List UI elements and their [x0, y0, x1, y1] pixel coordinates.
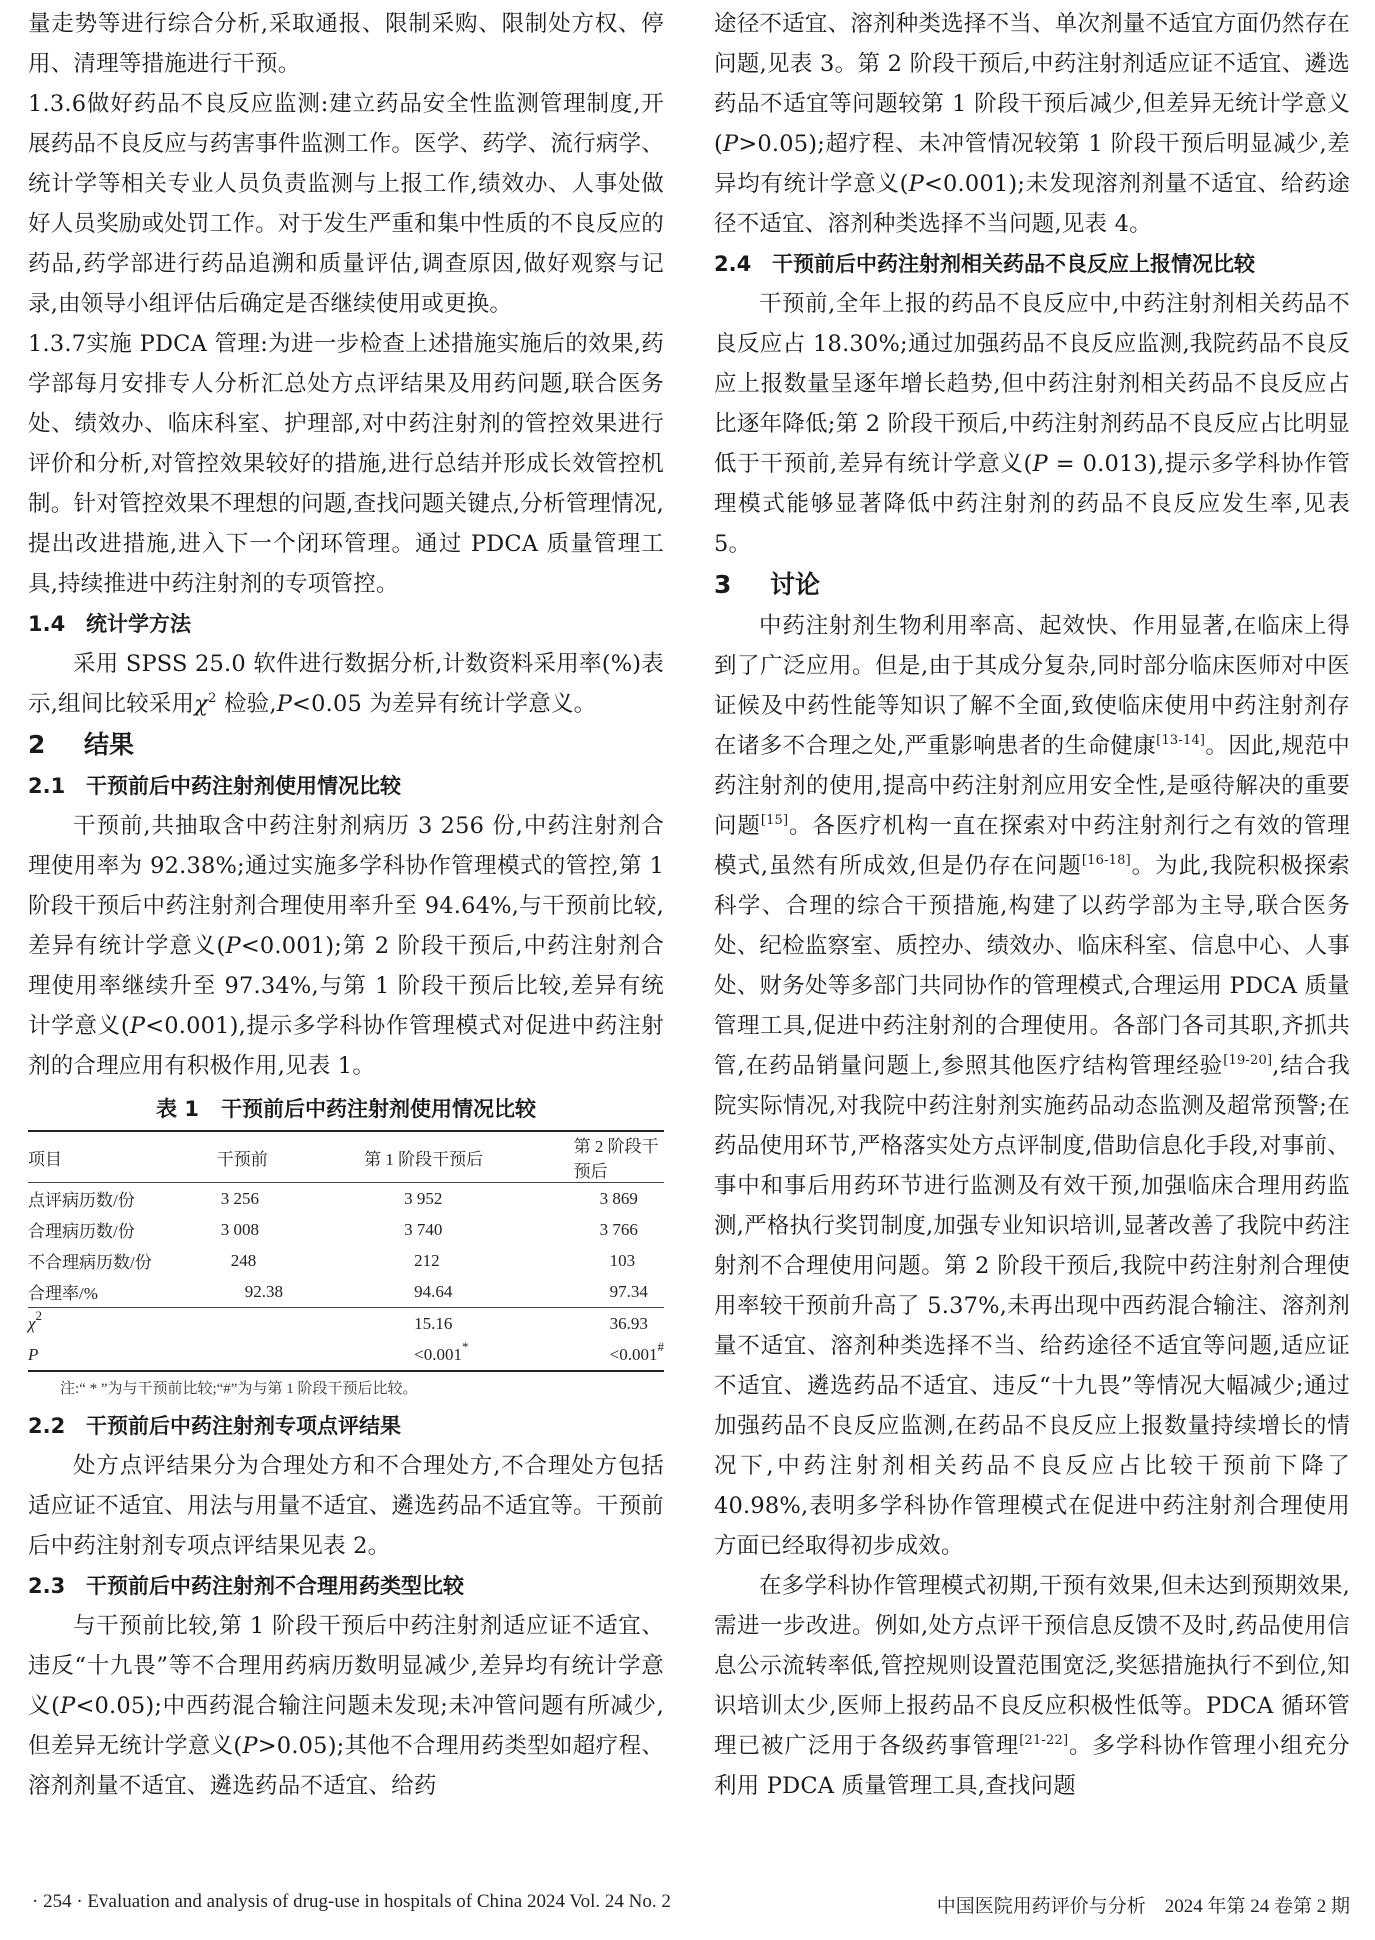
text-run: >0.05);超疗程、未冲管情况较第 1 阶段干预后明显减少,差异均有统计学意义( [714, 131, 1350, 197]
text-run: <0.05);中西药混合输注问题未发现;未冲管问题有所减少,但差异无统计学意义( [28, 1693, 664, 1759]
table-row-chi-square [28, 1308, 664, 1340]
table-cell: 248 [230, 1250, 257, 1270]
row-label: 合理病历数/份 [28, 1222, 135, 1241]
text-run: ,结合我院实际情况,对我院中药注射剂实施药品动态监测及超常预警;在药品使用环节,严格落实处方点评制度,借助信息化手段,对事前、事中和事后用药环节进行监测及有效干预,加强临床合理用药监测,严格执行奖罚制度,加强专业知识培训,显著改善了我院中药注射剂不合理使用问题。第 2 阶段干预后,我院中药注射剂合理使用率较干预前升高了 5.37%,未再出现中西药混合输注、溶剂剂量不适宜、溶剂种类选择不当、给药途径不适宜等问题,适应证不适宜、遴选药品不适宜、违反“十九畏”等情况大幅减少;通过加强药品不良反应监测,在药品不良反应上报数量持续增长的情况下,中药注射剂相关药品不良反应占比较干预前下降了 40.98%,表明多学科协作管理模式在促进中药注射剂合理使用方面已经取得初步成效。 [714, 1053, 1351, 1559]
footer-journal-english: · 254 · Evaluation and analysis of drug-use in hospitals of China 2024 Vol. 24 No. 2 [32, 1891, 671, 1912]
text-run: 检验, [216, 691, 277, 717]
section-number: 1.3.7 [28, 331, 87, 357]
superscript: 2 [35, 1307, 42, 1323]
left-column [28, 4, 664, 1806]
text-run: 。各医疗机构一直在探索对中药注射剂行之有效的管理模式,虽然有所成效,但是仍存在问题 [714, 813, 1350, 879]
table-header-row [28, 1131, 664, 1183]
paragraph-continuation: 量走势等进行综合分析,采取通报、限制采购、限制处方权、停用、清理等措施进行干预。 [28, 11, 664, 77]
paragraph-discussion-2 [714, 1566, 1350, 1806]
row-label: 不合理病历数/份 [28, 1253, 152, 1272]
table-note: 注:“ * ”为与干预前比较;“#”为与第 1 阶段干预后比较。 [60, 1381, 418, 1397]
section-text: 实施 PDCA 管理:为进一步检查上述措施实施后的效果,药学部每月安排专人分析汇总处方点评结果及用药问题,联合医务处、绩效办、临床科室、护理部,对中药注射剂的管控效果进行评价和分析,对管控效果较好的措施,进行总结并形成长效管控机制。针对管控效果不理想的问题,查找问题关键点,分析管理情况,提出改进措施,进入下一个闭环管理。通过 PDCA 质量管理工具,持续推进中药注射剂的专项管控。 [28, 331, 664, 597]
table-1-caption [28, 1088, 664, 1130]
table-title: 干预前后中药注射剂使用情况比较 [220, 1097, 536, 1121]
table-1 [28, 1130, 664, 1372]
heading-3 [714, 564, 1350, 606]
table-cell: 3 952 [404, 1188, 443, 1208]
heading-2-3 [28, 1566, 664, 1606]
p-symbol: P [28, 1344, 39, 1364]
table-cell [364, 1339, 534, 1371]
heading-title: 干预前后中药注射剂专项点评结果 [86, 1414, 401, 1438]
table-cell: 3 256 [220, 1188, 260, 1208]
heading-title: 干预前后中药注射剂使用情况比较 [86, 774, 401, 798]
table-cell: 36.93 [609, 1313, 648, 1333]
text-run: <0.001);未发现溶剂剂量不适宜、给药途径不适宜、溶剂种类选择不当问题,见表 4。 [714, 171, 1350, 237]
p-symbol: P [908, 171, 924, 197]
paragraph-discussion-1 [714, 606, 1350, 1566]
table-row-p-value [28, 1339, 664, 1371]
superscript: 2 [208, 691, 217, 706]
heading-number: 3 [714, 570, 732, 599]
text-run: 。多学科协作管理小组充分利用 PDCA 质量管理工具,查找问题 [714, 1733, 1350, 1799]
p-symbol: P [1032, 451, 1048, 477]
heading-2-2 [28, 1406, 664, 1446]
column-header: 第 1 阶段干预后 [364, 1149, 484, 1169]
heading-number: 2.1 [28, 774, 66, 798]
heading-number: 2.3 [28, 1574, 66, 1598]
row-label: 点评病历数/份 [28, 1191, 135, 1210]
citation[interactable]: [16-18] [1081, 853, 1131, 868]
text-run: 。为此,我院积极探索科学、合理的综合干预措施,构建了以药学部为主导,联合医务处、纪检监察室、质控办、绩效办、临床科室、信息中心、人事处、财务处等多部门共同协作的管理模式,合理运用 PDCA 质量管理工具,促进中药注射剂的合理使用。各部门各司其职,齐抓共管,在药品销量问题上,参照其他医疗结构管理经验 [714, 853, 1350, 1079]
table-row [28, 1276, 664, 1308]
text-run: 干预前,全年上报的药品不良反应中,中药注射剂相关药品不良反应占 18.30%;通过加强药品不良反应监测,我院药品不良反应上报数量呈逐年增长趋势,但中药注射剂相关药品不良反应占比逐年降低;第 2 阶段干预后,中药注射剂药品不良反应占比明显低于干预前,差异有统计学意义( [714, 291, 1350, 477]
table-cell: 3 740 [404, 1219, 443, 1239]
paragraph-statistics [28, 644, 664, 724]
section-number: 1.3.6 [28, 91, 87, 117]
text-run: 中药注射剂生物利用率高、起效快、作用显著,在临床上得到了广泛应用。但是,由于其成分复杂,同时部分临床医师对中医证候及中药性能等知识了解不全面,致使临床使用中药注射剂存在诸多不合理之处,严重影响患者的生命健康 [714, 613, 1350, 759]
citation[interactable]: [15] [760, 813, 789, 828]
table-cell: 3 008 [220, 1219, 260, 1239]
heading-number: 2 [28, 730, 46, 759]
text-run: = 0.013),提示多学科协作管理模式能够显著降低中药注射剂的药品不良反应发生率,见表 5。 [714, 451, 1350, 557]
p-symbol: P [129, 1013, 146, 1039]
heading-2-4 [714, 244, 1350, 284]
column-header: 干预前 [216, 1149, 268, 1169]
citation[interactable]: [21-22] [1019, 1733, 1069, 1748]
table-row [28, 1245, 664, 1276]
text-run: 在多学科协作管理模式初期,干预有效果,但未达到预期效果,需进一步改进。例如,处方点评干预信息反馈不及时,药品使用信息公示流转率低,管控规则设置范围宽泛,奖惩措施执行不到位,知识培训太少,医师上报药品不良反应积极性低等。PDCA 循环管理已被广泛用于各级药事管理 [714, 1573, 1350, 1759]
table-cell: 3 766 [599, 1219, 638, 1239]
p-symbol: P [60, 1693, 76, 1719]
heading-2 [28, 724, 664, 766]
table-cell: 212 [414, 1250, 440, 1270]
paragraph-continuation [714, 4, 1350, 244]
significance-mark: # [657, 1338, 664, 1354]
text-run: <0.001),提示多学科协作管理模式对促进中药注射剂的合理应用有积极作用,见表 1。 [28, 1013, 664, 1079]
heading-number: 2.4 [714, 252, 752, 276]
heading-title: 干预前后中药注射剂相关药品不良反应上报情况比较 [772, 252, 1255, 276]
table-cell: 3 869 [599, 1188, 638, 1208]
paragraph-2-3 [28, 1606, 664, 1806]
footer-journal-chinese: 中国医院用药评价与分析 2024 年第 24 卷第 2 期 [936, 1896, 1350, 1917]
paragraph-2-1 [28, 806, 664, 1086]
heading-number: 1.4 [28, 612, 66, 636]
paragraph-2-2: 处方点评结果分为合理处方和不合理处方,不合理处方包括适应证不适宜、用法与用量不适宜、遴选药品不适宜等。干预前后中药注射剂专项点评结果见表 2。 [28, 1453, 664, 1559]
text-run: 与干预前比较,第 1 阶段干预后中药注射剂适应证不适宜、违反“十九畏”等不合理用药病历数明显减少,差异均有统计学意义( [28, 1613, 664, 1719]
row-label [28, 1339, 217, 1371]
table-cell: 94.64 [414, 1281, 453, 1301]
citation[interactable]: [19-20] [1223, 1053, 1273, 1068]
page-footer [28, 1891, 1350, 1921]
table-cell: 97.34 [609, 1281, 648, 1301]
heading-1-4 [28, 604, 664, 644]
heading-title: 讨论 [770, 570, 821, 599]
text-run: 干预前,共抽取含中药注射剂病历 3 256 份,中药注射剂合理使用率为 92.38%;通过实施多学科协作管理模式的管控,第 1 阶段干预后中药注射剂合理使用率升至 94.64%,与干预前比较,差异有统计学意义( [28, 813, 664, 959]
text-run: 途径不适宜、溶剂种类选择不当、单次剂量不适宜方面仍然存在问题,见表 3。第 2 阶段干预后,中药注射剂适应证不适宜、遴选药品不适宜等问题较第 1 阶段干预后减少,但差异无统计学意义( [714, 11, 1350, 157]
p-symbol: P [276, 691, 293, 717]
row-label: 合理率/% [28, 1284, 98, 1303]
p-symbol: P [242, 1733, 258, 1759]
p-value: <0.001 [414, 1344, 462, 1364]
heading-title: 干预前后中药注射剂不合理用药类型比较 [86, 1574, 464, 1598]
section-text: 做好药品不良反应监测:建立药品安全性监测管理制度,开展药品不良反应与药害事件监测工作。医学、药学、流行病学、统计学等相关专业人员负责监测与上报工作,绩效办、人事处做好人员奖励或处罚工作。对于发生严重和集中性质的不良反应的药品,药学部进行药品追溯和质量评估,调查原因,做好观察与记录,由领导小组评估后确定是否继续使用或更换。 [28, 91, 664, 317]
significance-mark: * [462, 1338, 469, 1354]
right-column [714, 4, 1350, 1806]
column-header: 第 2 阶段干预后 [573, 1137, 659, 1181]
table-cell [217, 1339, 364, 1371]
heading-title: 统计学方法 [86, 612, 191, 636]
heading-title: 结果 [84, 730, 135, 759]
p-value: <0.001 [609, 1344, 658, 1364]
citation[interactable]: [13-14] [1156, 733, 1206, 748]
table-cell: 92.38 [244, 1281, 284, 1301]
table-row [28, 1214, 664, 1245]
table-cell: 15.16 [414, 1313, 453, 1333]
text-run: 。因此,规范中药注射剂的使用,提高中药注射剂应用安全性,是亟待解决的重要问题 [714, 733, 1350, 839]
section-1-3-7 [28, 324, 664, 604]
text-run: >0.05);其他不合理用药类型如超疗程、溶剂剂量不适宜、遴选药品不适宜、给药 [28, 1733, 664, 1799]
table-cell [217, 1308, 364, 1340]
row-label [28, 1308, 217, 1340]
text-run: 采用 SPSS 25.0 软件进行数据分析,计数资料采用率(%)表示,组间比较采用 [28, 651, 664, 717]
table-label: 表 1 [156, 1097, 199, 1121]
p-symbol: P [225, 933, 241, 959]
heading-number: 2.2 [28, 1414, 66, 1438]
column-header: 项目 [28, 1149, 62, 1169]
table-cell: 103 [609, 1250, 636, 1270]
text-run: <0.001);第 2 阶段干预后,中药注射剂合理使用率继续升至 97.34%,与第 1 阶段干预后比较,差异有统计学意义( [28, 933, 664, 1039]
p-symbol: P [722, 131, 739, 157]
section-1-3-6 [28, 84, 664, 324]
chi-symbol: χ [28, 1313, 36, 1333]
paragraph-2-4 [714, 284, 1350, 564]
chi-symbol: χ [194, 691, 209, 717]
text-run: <0.05 为差异有统计学意义。 [292, 691, 597, 717]
table-cell [534, 1339, 664, 1371]
table-row [28, 1183, 664, 1215]
heading-2-1 [28, 766, 664, 806]
